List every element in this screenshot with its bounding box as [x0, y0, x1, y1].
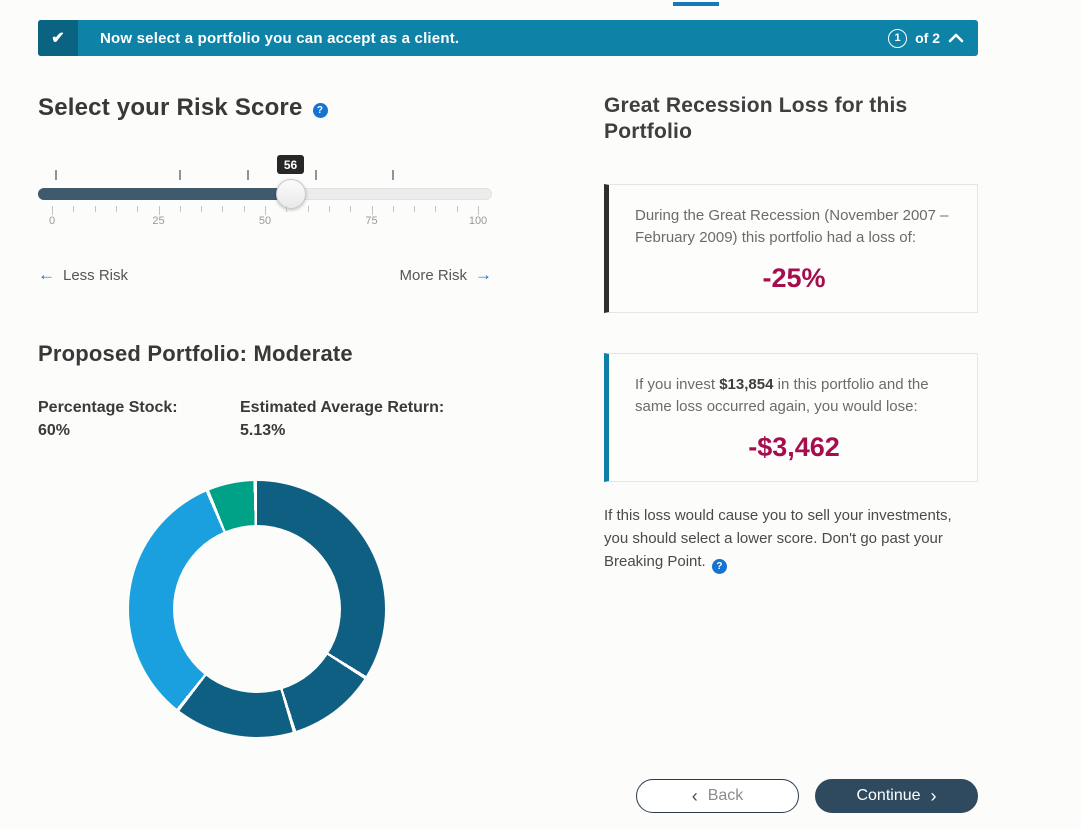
- step-collapse-toggle[interactable]: [888, 29, 964, 48]
- back-button-label: Back: [707, 787, 744, 804]
- continue-button[interactable]: [815, 779, 978, 813]
- slider-ruler-tick: [244, 206, 245, 212]
- slider-marker-tick: [315, 170, 317, 180]
- slider-handle[interactable]: [276, 179, 306, 209]
- avg-return-label: Estimated Average Return:: [240, 399, 445, 416]
- continue-button-label: Continue: [856, 787, 921, 804]
- risk-direction-row: [38, 265, 492, 285]
- donut-hole: [173, 525, 341, 693]
- breaking-point-text: If this loss would cause you to sell your investments, you should select a lower score. Don't go past your Breaking Point.: [604, 506, 952, 570]
- risk-score-title: [38, 88, 492, 122]
- slider-tick-label: 100: [468, 215, 488, 227]
- slider-ruler-tick: [201, 206, 202, 212]
- slider-marker-tick: [179, 170, 181, 180]
- recession-loss-text: During the Great Recession (November 2007 – February 2009) this portfolio had a loss of:: [635, 206, 949, 246]
- step-of-label: of 2: [915, 30, 940, 46]
- slider-ruler-tick: [95, 206, 96, 212]
- percentage-stock-value: 60%: [38, 422, 71, 440]
- slider-ruler-tick: [393, 206, 394, 212]
- invest-loss-prefix: If you invest: [635, 375, 720, 393]
- slider-ruler-tick: [116, 206, 117, 212]
- slider-ruler-tick: [137, 206, 138, 212]
- slider-ruler-tick: [52, 206, 53, 215]
- allocation-donut-chart: [129, 481, 385, 737]
- invest-amount: $13,854: [719, 375, 774, 393]
- slider-ruler-tick: [478, 206, 479, 215]
- breaking-point-help-icon[interactable]: ?: [712, 559, 727, 574]
- slider-ruler-tick: [73, 206, 74, 212]
- browser-tab-indicator: [673, 2, 719, 6]
- slider-ruler-tick: [265, 206, 266, 215]
- less-risk-label: Less Risk: [63, 266, 129, 284]
- risk-score-slider: [38, 155, 492, 227]
- less-risk-link[interactable]: [38, 265, 128, 285]
- back-button[interactable]: [636, 779, 799, 813]
- risk-score-panel: [38, 88, 492, 737]
- slider-ruler-tick: [329, 206, 330, 212]
- slider-fill: [38, 188, 291, 200]
- breaking-point-note: [604, 504, 978, 574]
- slider-ruler-tick: [372, 206, 373, 215]
- more-risk-link[interactable]: [399, 265, 492, 285]
- help-icon[interactable]: ?: [313, 103, 328, 118]
- invest-loss-text: [635, 374, 953, 419]
- risk-score-title-text: Select your Risk Score: [38, 94, 303, 121]
- invest-loss-suffix: in this portfolio and the same loss occurred again, you would lose:: [635, 375, 929, 415]
- slider-marker-tick: [55, 170, 57, 180]
- instruction-banner: [38, 20, 978, 56]
- recession-loss-card: [604, 184, 978, 313]
- slider-ruler-tick: [222, 206, 223, 212]
- avg-return-stat: [240, 396, 444, 442]
- percentage-stock-label: Percentage Stock:: [38, 399, 178, 416]
- chevron-right-icon: ›: [930, 785, 937, 806]
- invest-loss-card: [604, 353, 978, 482]
- slider-ruler-tick: [414, 206, 415, 212]
- percentage-stock-stat: [38, 396, 240, 442]
- slider-ruler-tick: [159, 206, 160, 215]
- recession-loss-panel: [604, 88, 978, 573]
- recession-loss-percent: -25%: [762, 262, 826, 293]
- slider-ruler-tick: [308, 206, 309, 212]
- chevron-left-icon: ‹: [691, 785, 698, 806]
- slider-ruler-tick: [180, 206, 181, 212]
- check-icon: ✔: [38, 20, 78, 56]
- more-risk-label: More Risk: [399, 266, 467, 284]
- slider-ruler-tick: [457, 206, 458, 212]
- avg-return-value: 5.13%: [240, 422, 286, 440]
- step-number-badge: 1: [888, 29, 907, 48]
- recession-title: Great Recession Loss for this Portfolio: [604, 94, 908, 144]
- chevron-up-icon[interactable]: [948, 33, 964, 43]
- slider-tick-label: 50: [258, 215, 272, 227]
- proposed-portfolio-title: Proposed Portfolio: Moderate: [38, 341, 353, 366]
- portfolio-stats: [38, 396, 492, 442]
- slider-tick-label: 0: [48, 215, 56, 227]
- slider-value-bubble: 56: [277, 155, 304, 174]
- slider-ruler-tick: [286, 206, 287, 212]
- slider-ruler-tick: [435, 206, 436, 212]
- footer-navigation: [636, 779, 978, 813]
- slider-tick-label: 25: [152, 215, 165, 227]
- slider-marker-tick: [247, 170, 249, 180]
- banner-message: Now select a portfolio you can accept as a client.: [100, 29, 460, 47]
- slider-marker-tick: [392, 170, 394, 180]
- slider-tick-label: 75: [365, 215, 378, 227]
- arrow-left-icon: ←: [38, 265, 55, 284]
- invest-loss-dollars: -$3,462: [748, 431, 840, 462]
- arrow-right-icon: →: [475, 265, 492, 284]
- slider-ruler-tick: [350, 206, 351, 212]
